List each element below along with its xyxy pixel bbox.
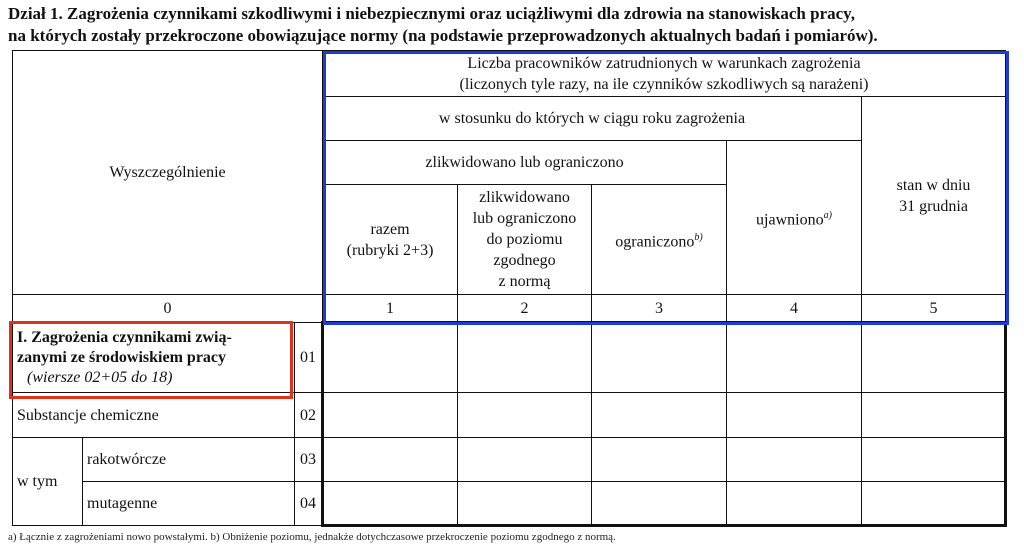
cell-02-1[interactable] xyxy=(323,393,458,438)
header-ograniczono: ograniczono$^{b)}$ xyxy=(592,185,727,295)
cell-02-2[interactable] xyxy=(458,393,592,438)
cell-02-4[interactable] xyxy=(727,393,862,438)
table-row xyxy=(13,482,1006,526)
cell-01-3[interactable] xyxy=(592,323,727,393)
cell-03-4[interactable] xyxy=(727,438,862,482)
cell-04-4[interactable] xyxy=(727,482,862,526)
section-heading xyxy=(8,3,1018,47)
header-liczba-pracownikow: Liczba pracowników zatrudnionych w warunkach zagrożenia (liczonych tyle razy, na ile czynników szkodliwych są narażeni) xyxy=(323,51,1006,97)
header-w-stosunku: w stosunku do których w ciągu roku zagrożenia xyxy=(323,97,862,141)
table-row xyxy=(13,323,1006,393)
section-heading-line2: na których zostały przekroczone obowiązujące normy (na podstawie przeprowadzonych aktualnych badań i pomiarów). xyxy=(8,26,878,45)
cell-04-5[interactable] xyxy=(862,482,1006,526)
header-zlikwidowano-lub-ograniczono: zlikwidowano lub ograniczono xyxy=(323,141,727,185)
cell-04-3[interactable] xyxy=(592,482,727,526)
row-02-label: Substancje chemiczne xyxy=(13,393,295,438)
cell-03-3[interactable] xyxy=(592,438,727,482)
cell-01-2[interactable] xyxy=(458,323,592,393)
cell-03-2[interactable] xyxy=(458,438,592,482)
table-row xyxy=(13,393,1006,438)
column-number-5: 5 xyxy=(862,295,1006,323)
column-number-1: 1 xyxy=(323,295,458,323)
column-number-2: 2 xyxy=(458,295,592,323)
header-wyszczegolnienie: Wyszczególnienie xyxy=(13,51,323,295)
cell-02-3[interactable] xyxy=(592,393,727,438)
row-04-label: mutagenne xyxy=(83,482,295,526)
cell-02-5[interactable] xyxy=(862,393,1006,438)
table-row xyxy=(13,438,1006,482)
cell-01-5[interactable] xyxy=(862,323,1006,393)
cell-01-1[interactable] xyxy=(323,323,458,393)
section-heading-line1: Dział 1. Zagrożenia czynnikami szkodliwymi i niebezpiecznymi oraz uciążliwymi dla zdrowia na stanowiskach pracy, xyxy=(8,4,855,23)
cell-03-5[interactable] xyxy=(862,438,1006,482)
cell-04-1[interactable] xyxy=(323,482,458,526)
header-stan-w-dniu: stan w dniu 31 grudnia xyxy=(862,97,1006,295)
report-table xyxy=(12,50,1007,527)
row-03-label: rakotwórcze xyxy=(83,438,295,482)
footnote: a) Łącznie z zagrożeniami nowo powstałymi. b) Obniżenie poziomu, jednakże dotychczasowe przekroczenie poziomu zgodnego z normą. xyxy=(8,531,616,543)
header-razem: razem (rubryki 2+3) xyxy=(323,185,458,295)
cell-03-1[interactable] xyxy=(323,438,458,482)
cell-04-2[interactable] xyxy=(458,482,592,526)
header-do-poziomu-zgodnego: zlikwidowano lub ograniczono do poziomu zgodnego z normą xyxy=(458,185,592,295)
row-01-code: 01 xyxy=(295,323,323,393)
row-04-code: 04 xyxy=(295,482,323,526)
column-number-0: 0 xyxy=(13,295,323,323)
column-number-3: 3 xyxy=(592,295,727,323)
row-02-code: 02 xyxy=(295,393,323,438)
row-03-code: 03 xyxy=(295,438,323,482)
group-w-tym-label: w tym xyxy=(13,438,83,526)
cell-01-4[interactable] xyxy=(727,323,862,393)
column-number-4: 4 xyxy=(727,295,862,323)
row-01-label: I. Zagrożenia czynnikami zwią- zanymi ze środowiskiem pracy (wiersze 02+05 do 18) xyxy=(13,323,295,393)
header-ujawniono: ujawniono$^{a)}$ xyxy=(727,141,862,295)
